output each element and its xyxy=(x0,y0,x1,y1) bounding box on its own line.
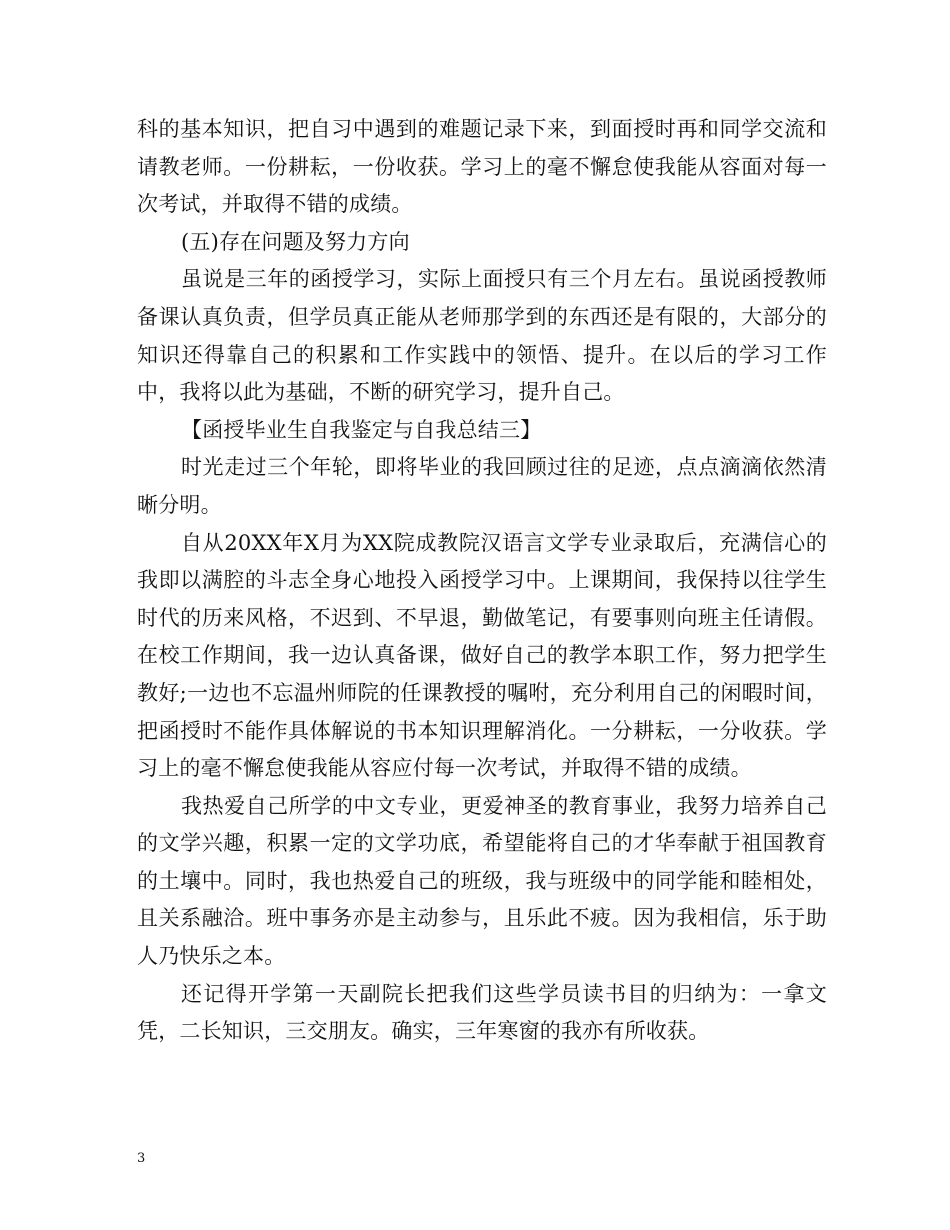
paragraph-continuation: 科的基本知识，把自习中遇到的难题记录下来，到面授时再和同学交流和请教老师。一份耕耘，一份收获。学习上的毫不懈怠使我能从容面对每一次考试，并取得不错的成绩。 xyxy=(137,117,827,217)
section-heading-problems: (五)存在问题及努力方向 xyxy=(181,229,410,254)
paragraph-time-passing: 时光走过三个年轮，即将毕业的我回顾过往的足迹，点点滴滴依然清晰分明。 xyxy=(137,455,827,517)
section-heading-summary-three: 【函授毕业生自我鉴定与自我总结三】 xyxy=(181,417,542,442)
paragraph-problems: 虽说是三年的函授学习，实际上面授只有三个月左右。虽说函授教师备课认真负责，但学员真正能从老师那学到的东西还是有限的，大部分的知识还得靠自己的积累和工作实践中的领悟、提升。在以后的学习工作中，我将以此为基础，不断的研究学习，提升自己。 xyxy=(137,267,827,405)
paragraph-study-experience: 自从20XX年X月为XX院成教院汉语言文学专业录取后，充满信心的我即以满腔的斗志全身心地投入函授学习中。上课期间，我保持以往学生时代的历来风格，不迟到、不早退，勤做笔记，有要事则向班主任请假。在校工作期间，我一边认真备课，做好自己的教学本职工作，努力把学生教好;一边也不忘温州师院的任课教授的嘱咐，充分利用自己的闲暇时间，把函授时不能作具体解说的书本知识理解消化。一分耕耘，一分收获。学习上的毫不懈怠使我能从容应付每一次考试，并取得不错的成绩。 xyxy=(137,530,827,781)
paragraph-major-love: 我热爱自己所学的中文专业，更爱神圣的教育事业，我努力培养自己的文学兴趣，积累一定的文学功底，希望能将自己的才华奉献于祖国教育的土壤中。同时，我也热爱自己的班级，我与班级中的同学能和睦相处，且关系融洽。班中事务亦是主动参与，且乐此不疲。因为我相信，乐于助人乃快乐之本。 xyxy=(137,793,827,969)
document-body xyxy=(137,111,827,1051)
page-number: 3 xyxy=(137,1151,146,1166)
paragraph-remember-first-day: 还记得开学第一天副院长把我们这些学员读书目的归纳为：一拿文凭，二长知识，三交朋友。确实，三年寒窗的我亦有所收获。 xyxy=(137,981,827,1044)
